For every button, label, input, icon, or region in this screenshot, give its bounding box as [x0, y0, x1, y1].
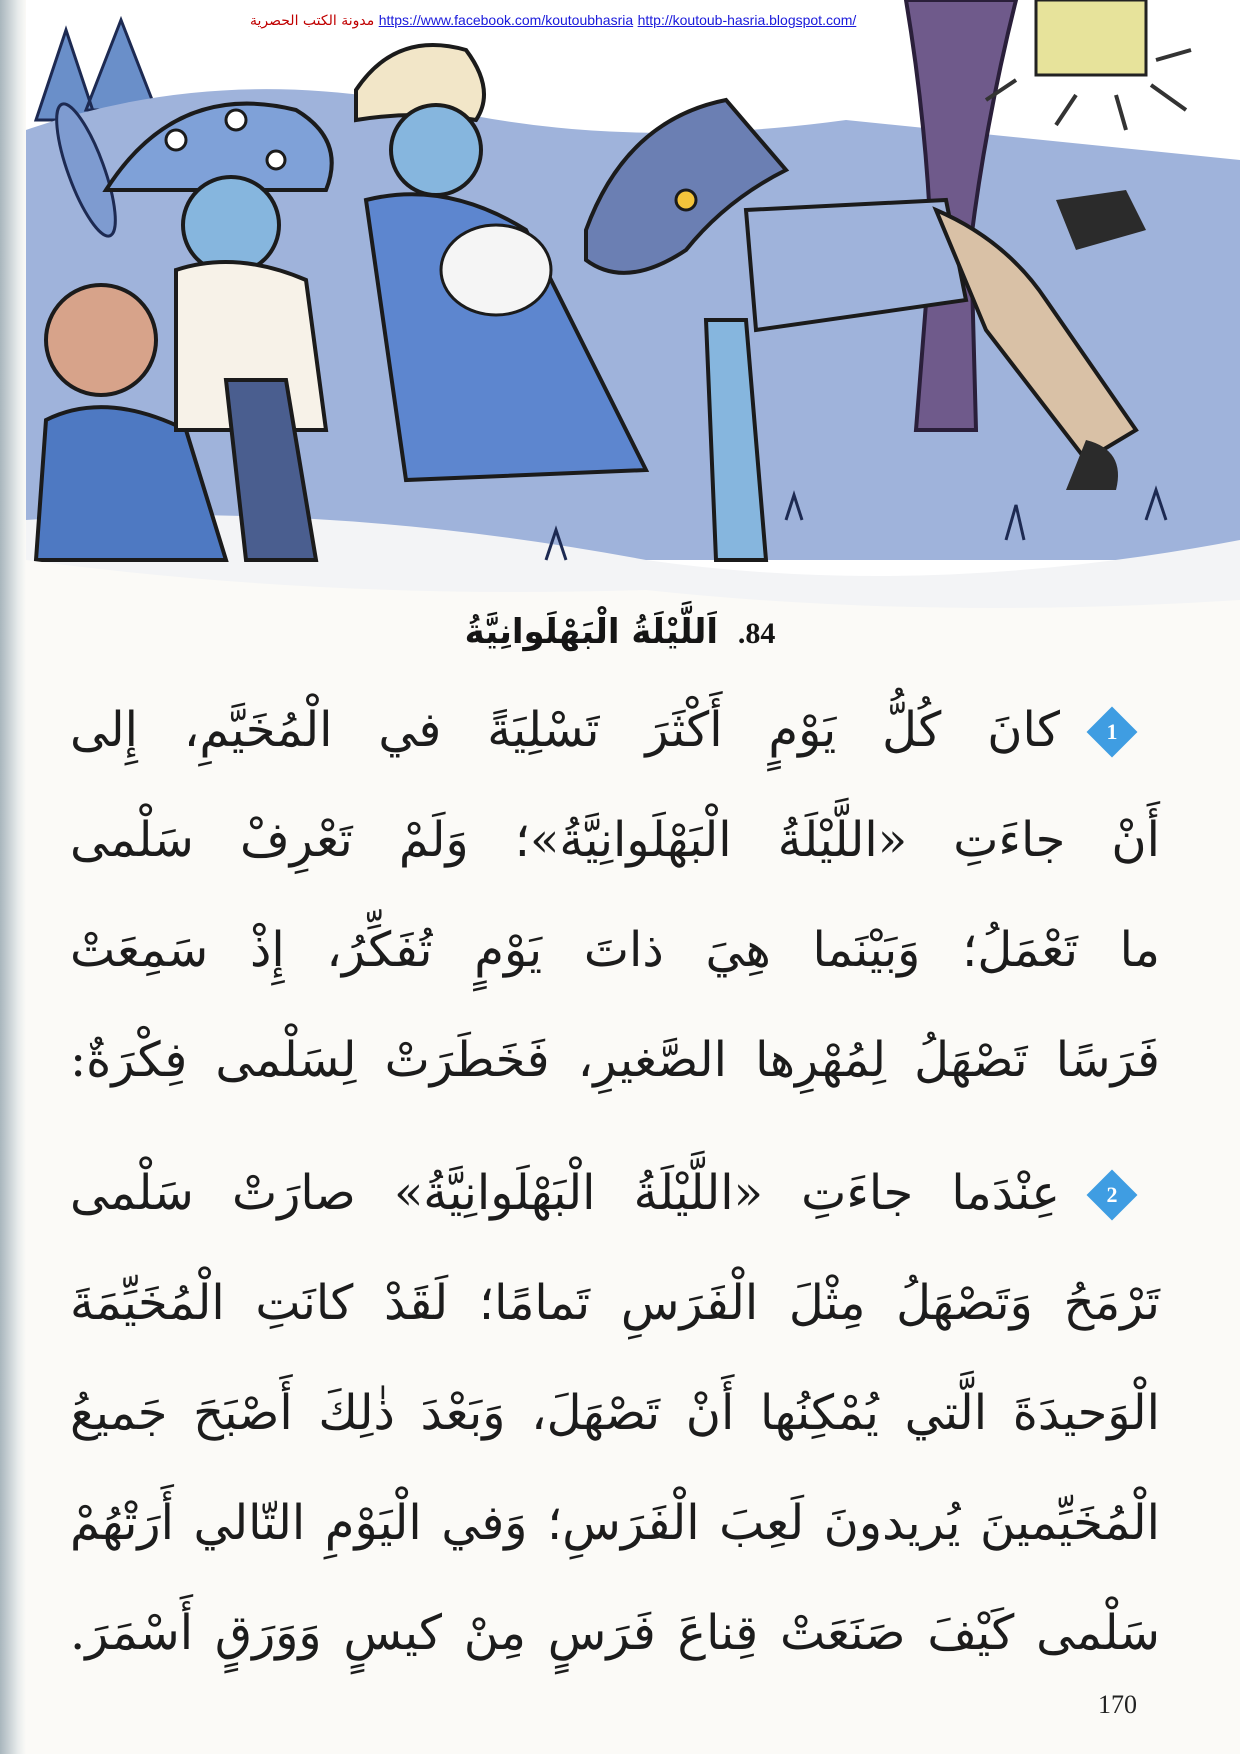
blog-link[interactable]: http://koutoub-hasria.blogspot.com/	[637, 12, 857, 28]
paragraph-2-line-2: تَرْمَحُ وَتَصْهَلُ مِثْلَ الْفَرَسِ تَمامًا؛ لَقَدْ كانَتِ الْمُخَيِّمَةَ	[70, 1275, 1160, 1331]
paragraph-2-line-4: الْمُخَيِّمينَ يُريدونَ لَعِبَ الْفَرَسِ؛ وَفي الْيَوْمِ التّالي أَرَتْهُمْ	[70, 1495, 1160, 1551]
paragraph-2-line-3: الْوَحيدَةَ الَّتي يُمْكِنُها أَنْ تَصْهَلَ، وَبَعْدَ ذٰلِكَ أَصْبَحَ جَميعُ	[70, 1385, 1160, 1441]
paragraph-1-line-2: أَنْ جاءَتِ «اللَّيْلَةُ الْبَهْلَوانِيَّةُ»؛ وَلَمْ تَعْرِفْ سَلْمى	[70, 812, 1160, 868]
paragraph-2-line-5: سَلْمى كَيْفَ صَنَعَتْ قِناعَ فَرَسٍ مِنْ كيسٍ وَوَرَقٍ أَسْمَرَ.	[70, 1605, 1160, 1661]
paragraph-1-line-3: ما تَعْمَلُ؛ وَبَيْنَما هِيَ ذاتَ يَوْمٍ تُفَكِّرُ، إِذْ سَمِعَتْ	[70, 922, 1160, 978]
illustration-campers	[26, 0, 1240, 622]
paragraph-2-line-1: عِنْدَما جاءَتِ «اللَّيْلَةُ الْبَهْلَوانِيَّةُ» صارَتْ سَلْمى	[70, 1165, 1061, 1221]
lesson-number: 84.	[737, 617, 776, 650]
header-links	[250, 12, 990, 34]
lesson-title-text: اَللَّيْلَةُ الْبَهْلَوانِيَّةُ	[464, 612, 719, 652]
paragraph-marker-number: 2	[1106, 1182, 1118, 1207]
paragraph-1-line-4: فَرَسًا تَصْهَلُ لِمُهْرِها الصَّغيرِ، فَخَطَرَتْ لِسَلْمى فِكْرَةٌ:	[70, 1032, 1160, 1088]
blog-name: مدونة الكتب الحصرية	[250, 13, 375, 29]
facebook-link[interactable]: https://www.facebook.com/koutoubhasria	[378, 12, 634, 28]
lesson-title	[0, 612, 1240, 652]
paragraph-marker-1	[1087, 707, 1137, 757]
book-spine-shadow	[0, 0, 26, 1754]
paragraph-1-line-1: كانَ كُلُّ يَوْمٍ أَكْثَرَ تَسْلِيَةً في الْمُخَيَّمِ، إِلى	[70, 702, 1060, 758]
paragraph-marker-2	[1087, 1170, 1137, 1220]
page-number: 170	[1098, 1690, 1137, 1719]
paragraph-marker-number: 1	[1106, 719, 1118, 744]
